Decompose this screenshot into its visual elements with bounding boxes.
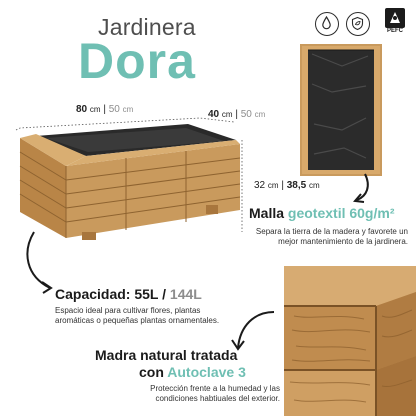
capacity-heading: Capacidad: 55L / 144L — [55, 286, 202, 302]
arrow-capacity-icon — [20, 230, 56, 294]
wood-heading-line1: Madra natural tratada — [95, 347, 238, 363]
dimension-width: 80 cm | 50 cm — [76, 104, 134, 115]
product-subtitle: Jardinera — [98, 14, 196, 40]
malla-description: Separa la tierra de la madera y favorete un mejor mantenimiento de la jardinera. — [255, 227, 408, 246]
liner-photo — [300, 44, 382, 176]
arrow-liner-icon — [345, 172, 375, 206]
product-title: Dora — [78, 33, 196, 89]
planter-image — [10, 104, 250, 244]
shield-leaf-icon — [346, 12, 370, 36]
capacity-description: Espacio ideal para cultivar flores, plantas aromáticas o pequeñas plantas ornamentales. — [55, 306, 220, 325]
wood-closeup-photo — [284, 266, 416, 416]
dimension-depth: 40 cm | 50 cm — [208, 109, 266, 120]
pefc-logo — [381, 7, 409, 41]
wood-heading-line2: con Autoclave 3 — [139, 364, 246, 380]
water-drop-icon — [315, 12, 339, 36]
arrow-wood-icon — [228, 308, 278, 352]
dimension-height: 32 cm | 38,5 cm — [254, 180, 320, 191]
pefc-text: PEFC — [386, 28, 403, 34]
wood-description: Protección frente a la humedad y las condiciones habtiuales del exterior. — [150, 384, 280, 403]
malla-heading: Malla geotextil 60g/m² — [249, 205, 395, 221]
